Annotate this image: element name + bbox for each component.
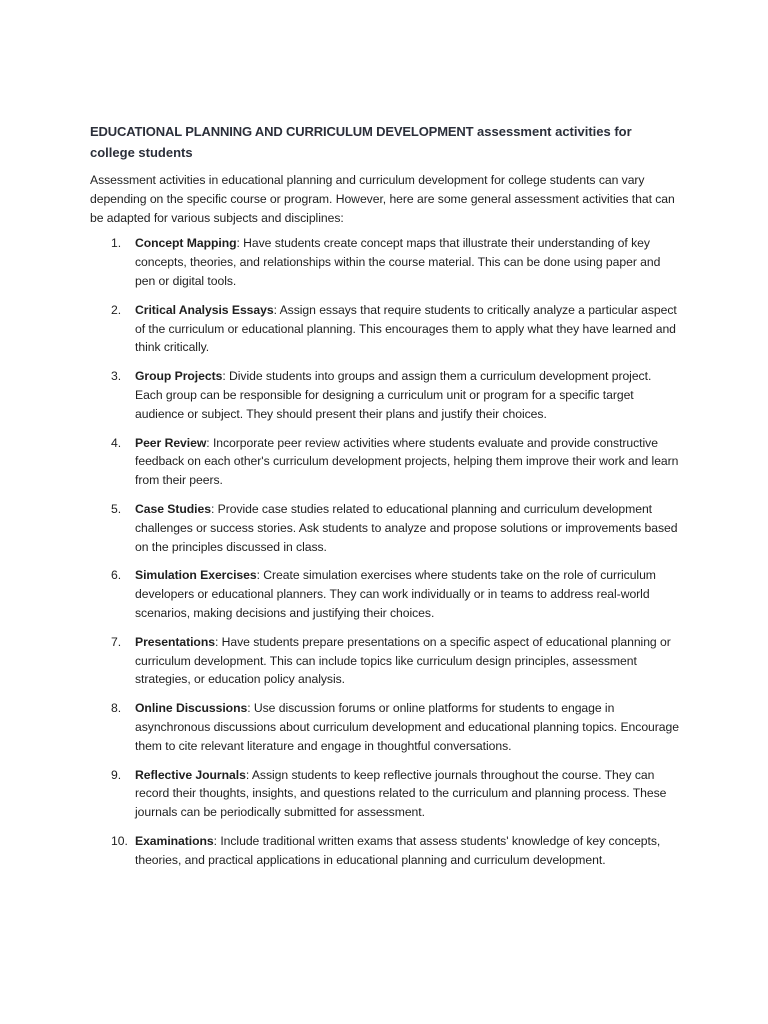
list-item bbox=[90, 434, 680, 490]
list-item-text: : Have students prepare presentations on a specific aspect of educational planning or curriculum development. This can include topics like curriculum design principles, assessment strategies, or education policy analysis. bbox=[135, 634, 671, 687]
list-item-number: 4. bbox=[111, 435, 122, 450]
list-item-number: 6. bbox=[111, 568, 122, 583]
list-item bbox=[90, 699, 680, 755]
list-item-number: 7. bbox=[111, 634, 122, 649]
list-item-text: : Assign essays that require students to critically analyze a particular aspect of the curriculum or educational planning. This encourages them to apply what they have learned and think critically. bbox=[135, 302, 677, 355]
list-item-number: 2. bbox=[111, 302, 122, 317]
list-item bbox=[90, 500, 680, 556]
activity-list bbox=[90, 234, 680, 869]
list-item-term: Reflective Journals bbox=[135, 767, 246, 782]
list-item-text: : Create simulation exercises where students take on the role of curriculum developers or educational planners. They can work individually or in teams to address real-world scenarios, making decisions and justifying their choices. bbox=[135, 568, 656, 620]
list-item-text: : Incorporate peer review activities where students evaluate and provide constructive feedback on each other's curriculum development projects, helping them improve their work and learn from their peers. bbox=[135, 435, 679, 488]
list-item-text: : Provide case studies related to educational planning and curriculum development challenges or success stories. Ask students to analyze and propose solutions or improvements based on the principles discussed in class. bbox=[135, 501, 678, 554]
list-item-number: 5. bbox=[111, 501, 122, 516]
list-item-term: Group Projects bbox=[135, 369, 223, 384]
list-item bbox=[90, 367, 680, 423]
document-title-subtitle: assessment activities for college students bbox=[90, 124, 632, 160]
list-item-term: Case Studies bbox=[135, 501, 211, 516]
list-item-term: Concept Mapping bbox=[135, 236, 237, 251]
list-item-number: 8. bbox=[111, 701, 122, 716]
list-item bbox=[90, 633, 680, 689]
list-item-term: Peer Review bbox=[135, 435, 207, 450]
document-page bbox=[90, 121, 680, 880]
list-item bbox=[90, 234, 680, 290]
list-item bbox=[90, 832, 680, 870]
list-item-number: 3. bbox=[111, 369, 122, 384]
list-item-text: : Have students create concept maps that illustrate their understanding of key concepts, theories, and relationships within the course material. This can be done using paper and pen or digital tools. bbox=[135, 236, 661, 288]
list-item bbox=[90, 566, 680, 622]
list-item-text: : Use discussion forums or online platforms for students to engage in asynchronous discussions about curriculum development and educational planning topics. Encourage them to cite relevant literature and engage in thoughtful conversations. bbox=[135, 701, 679, 753]
list-item-text: : Assign students to keep reflective journals throughout the course. They can record their thoughts, insights, and questions related to the curriculum and planning process. These journals can be periodically submitted for assessment. bbox=[135, 767, 667, 820]
list-item-text: : Divide students into groups and assign them a curriculum development project. Each group can be responsible for designing a curriculum unit or program for a specific target audience or subject. They should present their plans and justify their choices. bbox=[135, 369, 652, 421]
list-item-term: Online Discussions bbox=[135, 701, 248, 716]
list-item-text: : Include traditional written exams that assess students' knowledge of key concepts, theories, and practical applications in educational planning and curriculum development. bbox=[135, 833, 661, 867]
document-title-main: EDUCATIONAL PLANNING AND CURRICULUM DEVELOPMENT bbox=[90, 124, 474, 139]
list-item-term: Simulation Exercises bbox=[135, 568, 257, 583]
list-item-term: Presentations bbox=[135, 634, 215, 649]
list-item-number: 1. bbox=[111, 236, 122, 251]
list-item-number: 10. bbox=[111, 833, 128, 848]
list-item-number: 9. bbox=[111, 767, 122, 782]
list-item bbox=[90, 301, 680, 357]
intro-paragraph: Assessment activities in educational planning and curriculum development for college students can vary depending on the specific course or program. However, here are some general assessment activities that can be adapted for various subjects and disciplines: bbox=[90, 173, 675, 225]
list-item-term: Critical Analysis Essays bbox=[135, 302, 274, 317]
list-item bbox=[90, 766, 680, 822]
list-item-term: Examinations bbox=[135, 833, 214, 848]
document-title bbox=[90, 121, 680, 163]
